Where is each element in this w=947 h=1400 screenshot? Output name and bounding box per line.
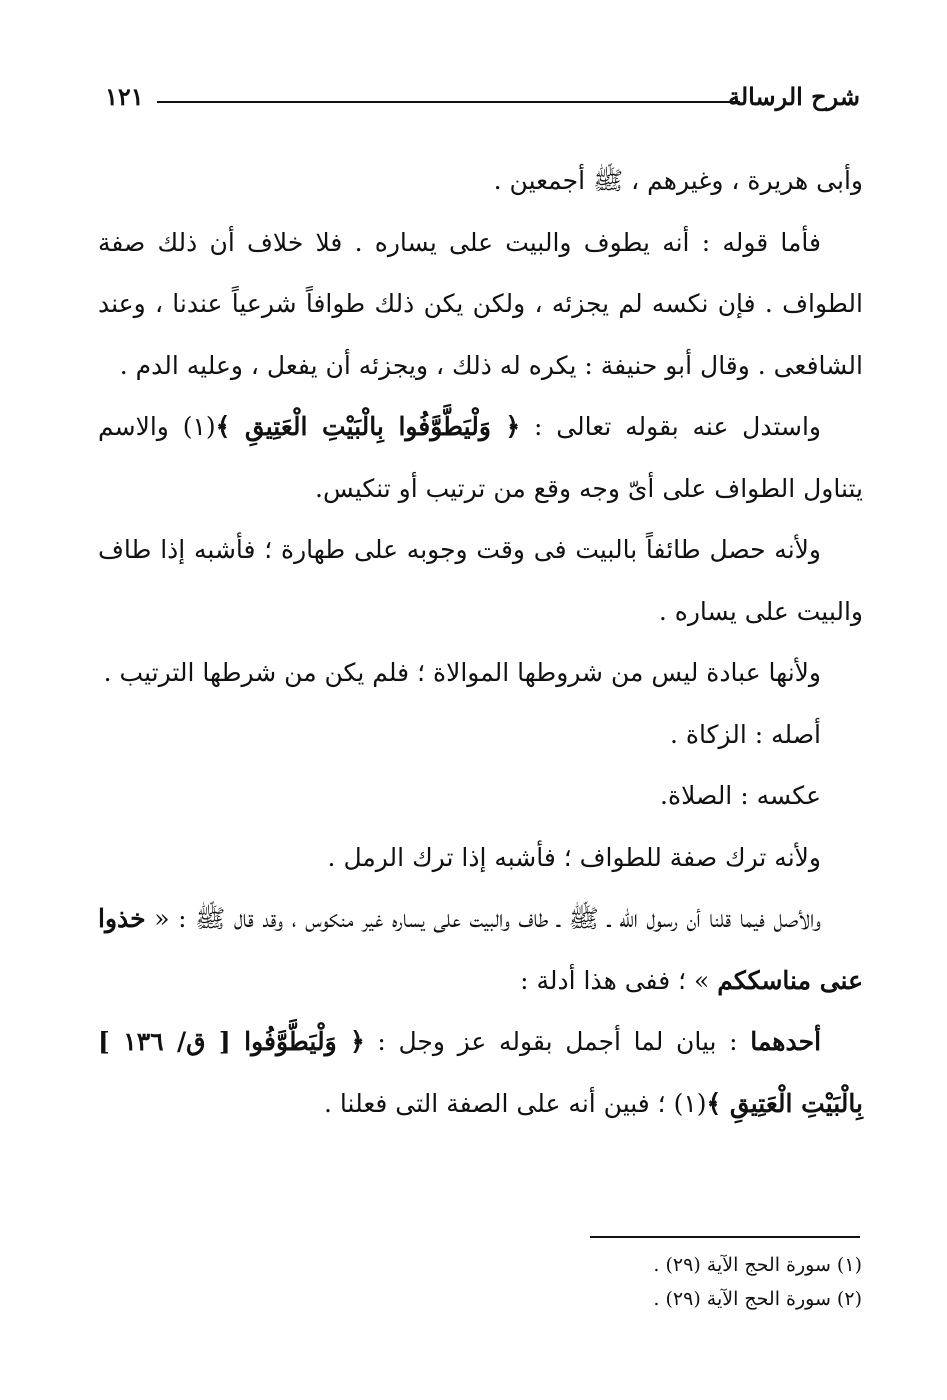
quran-verse: ﴿ وَلْيَطَّوَّفُوا [ ق/ ١٣٦ ] بِالْبَيْتِ الْعَتِيقِ ﴾ — [98, 1027, 863, 1118]
paragraph-6: أصله : الزكاة . — [669, 719, 821, 749]
running-title: شرح الرسالة — [727, 82, 860, 111]
paragraph-10-before: : بيان لما أجمل بقوله عز وجل : — [364, 1027, 751, 1056]
footnote-1: (١) سورة الحج الآية (٢٩) . — [653, 1254, 862, 1276]
footnote-rule — [590, 1236, 860, 1238]
footnote-ref: (١) — [673, 1088, 707, 1118]
paragraph-5: ولأنها عبادة ليس من شروطها الموالاة ؛ فلم يكن من شرطها الترتيب . — [103, 658, 821, 687]
paragraph-10 — [98, 1011, 863, 1134]
paragraph-1: وأبى هريرة ، وغيرهم ، ﷺ أجمعين . — [493, 166, 863, 195]
main-text — [98, 150, 863, 1134]
footnote-2: (٢) سورة الحج الآية (٢٩) . — [653, 1288, 862, 1310]
paragraph-9 — [98, 888, 863, 1011]
quran-verse: ﴿ وَلْيَطَّوَّفُوا بِالْبَيْتِ الْعَتِيقِ ﴾ — [215, 412, 521, 441]
paragraph-10-after: ؛ فبين أنه على الصفة التى فعلنا . — [324, 1088, 674, 1118]
paragraph-9-before: والأصل فيما قلنا أن رسول الله ـ ﷺ ـ طاف والبيت على يساره غير منكوس ، وقد قال ﷺ : « — [145, 904, 821, 933]
paragraph-9-after: » ؛ ففى هذا أدلة : — [520, 965, 718, 995]
paragraph-3-before: واستدل عنه بقوله تعالى : — [520, 412, 821, 441]
paragraph-3-after: والاسم يتناول الطواف على أىّ وجه وقع من ترتيب أو تنكيس. — [98, 412, 863, 503]
paragraph-3 — [98, 396, 863, 519]
running-header — [105, 82, 860, 122]
page-number: ١٢١ — [105, 82, 144, 111]
paragraph-8: ولأنه ترك صفة للطواف ؛ فأشبه إذا ترك الرمل . — [327, 842, 821, 872]
footnote-ref: (١) — [182, 412, 216, 441]
paragraph-2: فأما قوله : أنه يطوف والبيت على يساره . فلا خلاف أن ذلك صفة الطواف . فإن نكسه لم يجزئه ، ولكن يكن ذلك طوافاً شرعياً عندنا ، وعند الشافعى . وقال أبو حنيفة : يكره له ذلك ، ويجزئه أن يفعل ، وعليه الدم . — [98, 227, 863, 380]
paragraph-7: عكسه : الصلاة. — [660, 781, 821, 810]
hadith-quote: خذوا عنى مناسككم — [98, 904, 863, 995]
paragraph-10-lead: أحدهما — [750, 1027, 822, 1056]
paragraph-4: ولأنه حصل طائفاً بالبيت فى وقت وجوبه على طهارة ؛ فأشبه إذا طاف والبيت على يساره . — [98, 535, 863, 626]
header-rule — [157, 101, 740, 103]
footnotes — [560, 1248, 862, 1316]
